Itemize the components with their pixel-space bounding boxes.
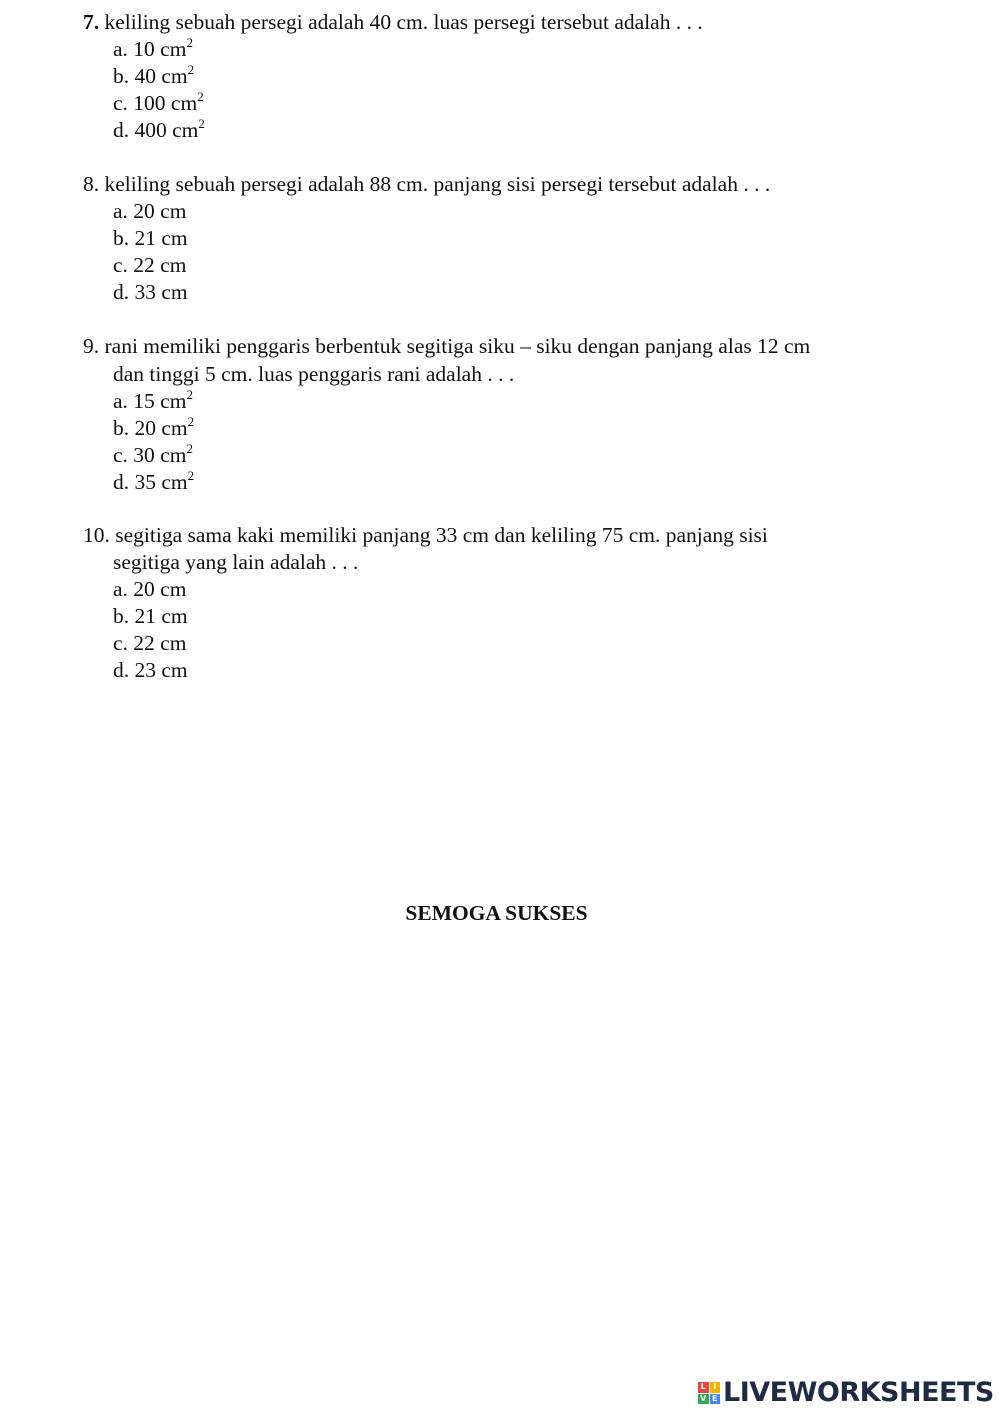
option-8a (113, 198, 186, 224)
question-text: keliling sebuah persegi adalah 40 cm. luas persegi tersebut adalah . . . (104, 10, 703, 34)
question-text: rani memiliki penggaris berbentuk segitiga siku – siku dengan panjang alas 12 cm (104, 334, 811, 358)
question-9-continuation: dan tinggi 5 cm. luas penggaris rani adalah . . . (113, 362, 515, 386)
option-8d (113, 279, 188, 305)
option-label: b. 40 cm (113, 64, 188, 88)
question-number: 8. (83, 172, 100, 196)
question-10 (83, 522, 768, 548)
option-exponent: 2 (186, 387, 193, 402)
logo-letter-l: L (698, 1382, 709, 1393)
logo-letter-i: I (710, 1382, 721, 1393)
option-10c (113, 630, 186, 656)
brand-name: LIVEWORKSHEETS (723, 1377, 994, 1408)
option-exponent: 2 (187, 414, 195, 429)
option-label: c. 100 cm (113, 91, 198, 115)
option-exponent: 2 (197, 89, 204, 104)
option-label: b. 21 cm (113, 226, 188, 250)
option-7b (113, 63, 194, 89)
option-label: a. 10 cm (113, 37, 187, 61)
option-8c (113, 252, 186, 278)
option-label: d. 23 cm (113, 658, 188, 682)
question-8 (83, 171, 770, 197)
option-label: d. 400 cm (113, 118, 199, 142)
option-label: b. 20 cm (113, 416, 188, 440)
question-number: 9. (83, 334, 100, 358)
option-label: d. 33 cm (113, 280, 188, 304)
option-exponent: 2 (198, 116, 205, 131)
option-label: a. 20 cm (113, 199, 187, 223)
question-text: keliling sebuah persegi adalah 88 cm. panjang sisi persegi tersebut adalah . . . (104, 172, 771, 196)
option-label: c. 22 cm (113, 631, 187, 655)
option-label: c. 22 cm (113, 253, 187, 277)
option-9a (113, 388, 193, 414)
option-label: d. 35 cm (113, 470, 188, 494)
option-9c (113, 442, 193, 468)
option-label: a. 15 cm (113, 389, 187, 413)
question-9 (83, 333, 810, 359)
option-exponent: 2 (187, 62, 195, 77)
question-text: segitiga sama kaki memiliki panjang 33 cm dan keliling 75 cm. panjang sisi (115, 523, 768, 547)
question-10-continuation: segitiga yang lain adalah . . . (113, 550, 359, 574)
option-10b (113, 603, 188, 629)
option-label: a. 20 cm (113, 577, 187, 601)
option-7a (113, 36, 193, 62)
option-7c (113, 90, 204, 116)
question-number: 10. (83, 523, 110, 547)
option-9d (113, 469, 194, 495)
option-label: c. 30 cm (113, 443, 187, 467)
option-exponent: 2 (187, 468, 195, 483)
question-7 (83, 9, 703, 35)
logo-letter-v: V (698, 1394, 709, 1405)
option-exponent: 2 (186, 35, 193, 50)
option-8b (113, 225, 188, 251)
liveworksheets-logo (698, 1377, 994, 1409)
option-10d (113, 657, 188, 683)
logo-letter-e: E (710, 1394, 721, 1405)
question-number: 7. (83, 10, 100, 34)
option-label: b. 21 cm (113, 604, 188, 628)
closing-text: SEMOGA SUKSES (405, 901, 588, 925)
option-9b (113, 415, 194, 441)
option-7d (113, 117, 205, 143)
logo-grid-icon (698, 1382, 720, 1404)
option-exponent: 2 (186, 441, 193, 456)
option-10a (113, 576, 186, 602)
